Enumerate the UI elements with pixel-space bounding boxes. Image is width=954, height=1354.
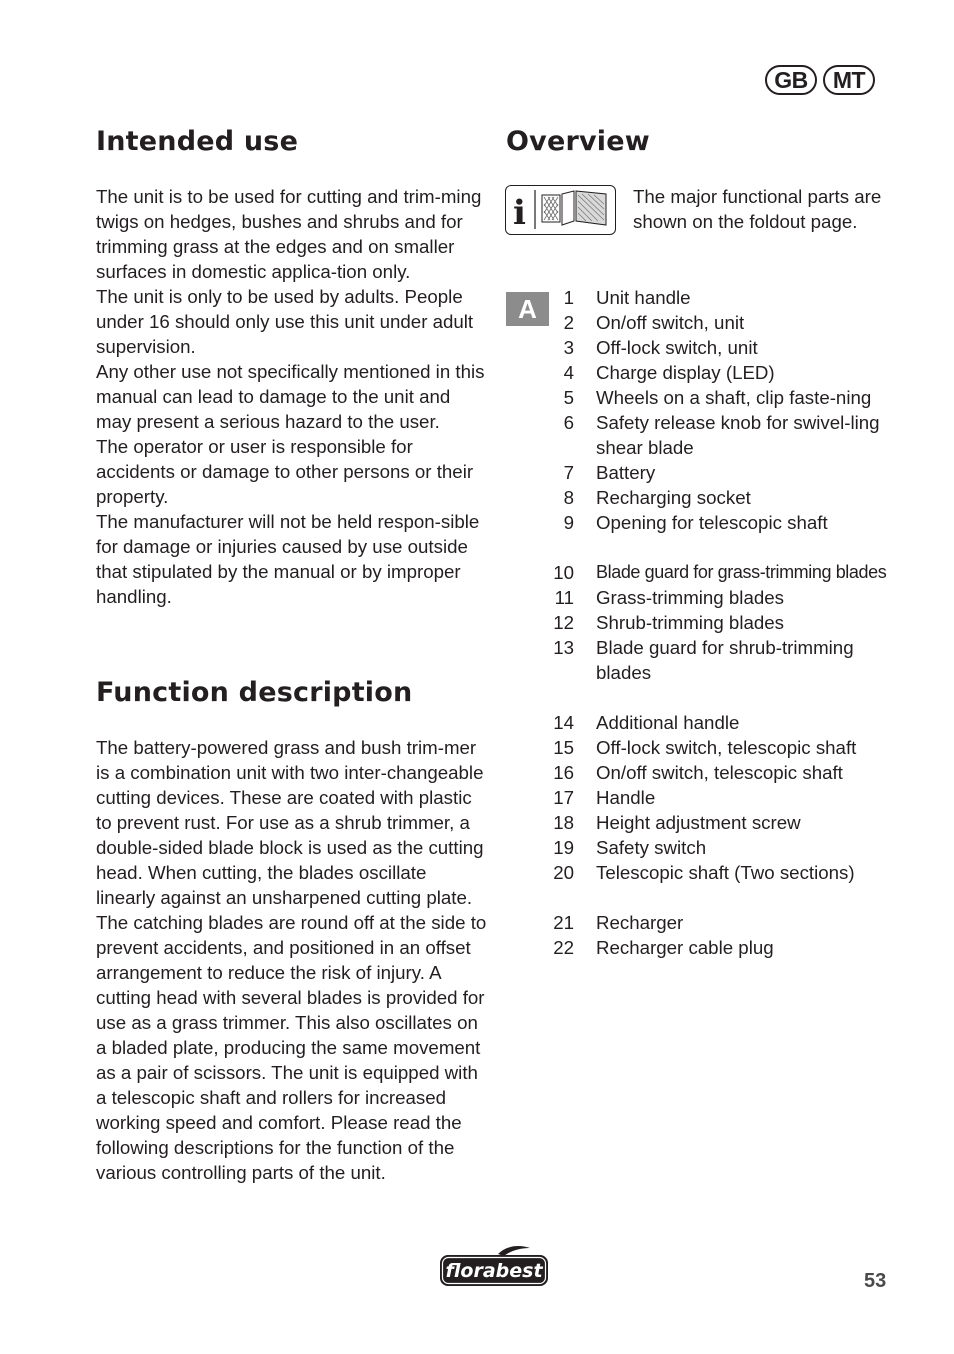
part-label: Off-lock switch, telescopic shaft [596, 737, 857, 758]
part-label: Shrub-trimming blades [596, 612, 784, 633]
part-number: 6 [563, 412, 574, 433]
part-number: 17 [553, 787, 574, 808]
list-item [540, 735, 900, 760]
part-number: 14 [553, 712, 574, 733]
part-number: 11 [554, 587, 574, 608]
list-item [540, 560, 900, 585]
part-label: Charge display (LED) [596, 362, 775, 383]
list-item [540, 585, 900, 610]
part-label: On/off switch, unit [596, 312, 745, 333]
part-label: Recharger [596, 912, 684, 933]
info-book-icon [506, 186, 614, 233]
intended-use-paragraph: The operator or user is responsible for accidents or damage to other persons or their property. [96, 436, 474, 507]
list-item [540, 310, 900, 335]
function-description-paragraph: The battery-powered grass and bush trim-mer is a combination unit with two inter-changeable cutting devices. These are coated with plastic to prevent rust. For use as a shrub trimmer, a double-sided blade block is used as the cutting head. When cutting, the blades oscillate linearly against an unsharpened cutting plate. The catching blades are round off at the side to prevent accidents, and positioned in an offset arrangement to reduce the risk of injury. A cutting head with several blades is provided for use as a grass trimmer. This also oscillates on a bladed plate, producing the same movement as a pair of scissors. The unit is equipped with a telescopic shaft and rollers for increased working speed and comfort. Please read the following descriptions for the function of the various controlling parts of the unit. [96, 737, 487, 1183]
part-number: 13 [553, 637, 574, 658]
list-item [540, 835, 900, 860]
function-description-heading: Function description [96, 677, 413, 708]
intended-use-paragraph: The unit is to be used for cutting and trim-ming twigs on hedges, bushes and shrubs and for trimming grass at the edges and on smaller surfaces in domestic applica-tion only. [96, 186, 482, 282]
part-number: 18 [553, 812, 574, 833]
list-item [540, 385, 900, 410]
part-number: 22 [553, 937, 574, 958]
list-item [540, 510, 900, 535]
list-item [540, 610, 900, 635]
language-badge-mt: MT [823, 65, 875, 95]
part-number: 20 [553, 862, 574, 883]
part-number: 2 [563, 312, 574, 333]
list-item [540, 285, 900, 310]
part-label: Battery [596, 462, 656, 483]
part-number: 7 [563, 462, 574, 483]
part-number: 3 [563, 337, 574, 358]
part-label: Recharger cable plug [596, 937, 774, 958]
florabest-logo-graphic [438, 1244, 552, 1290]
page-number: 53 [864, 1270, 887, 1292]
intended-use-paragraph: The manufacturer will not be held respon-sible for damage or injuries caused by use outside that stipulated by the manual or by improper handling. [96, 511, 480, 607]
svg-text:i: i [513, 193, 526, 233]
foldout-figure-label: A [506, 292, 549, 326]
part-label: Off-lock switch, unit [596, 337, 758, 358]
language-badges [765, 65, 875, 95]
list-item [540, 810, 900, 835]
florabest-logo [438, 1244, 552, 1290]
overview-heading: Overview [506, 126, 650, 157]
list-item [540, 910, 900, 935]
part-number: 19 [553, 837, 574, 858]
list-item [540, 485, 900, 510]
list-item [540, 335, 900, 360]
intended-use-heading: Intended use [96, 126, 299, 157]
language-badge-gb: GB [765, 65, 817, 95]
list-item [540, 935, 900, 960]
list-item [540, 760, 900, 785]
part-number: 8 [563, 487, 574, 508]
part-number: 1 [563, 287, 574, 308]
parts-list [540, 285, 900, 960]
list-item [540, 710, 900, 735]
part-number: 5 [563, 387, 574, 408]
part-number: 10 [553, 562, 574, 583]
overview-intro-text: The major functional parts are shown on the foldout page. [633, 186, 882, 232]
info-foldout-icon [505, 185, 616, 235]
list-item [540, 635, 900, 685]
intended-use-paragraph: Any other use not specifically mentioned in this manual can lead to damage to the unit and may present a serious hazard to the user. [96, 361, 485, 432]
part-number: 12 [553, 612, 574, 633]
intended-use-text [96, 184, 488, 609]
part-label: Grass-trimming blades [596, 587, 784, 608]
part-number: 16 [553, 762, 574, 783]
function-description-text [96, 735, 488, 1185]
part-label: Safety release knob for swivel-ling shear blade [596, 412, 880, 458]
list-item [540, 460, 900, 485]
list-item [540, 860, 900, 885]
part-number: 15 [553, 737, 574, 758]
part-number: 21 [553, 912, 574, 933]
part-label: Height adjustment screw [596, 812, 801, 833]
list-item [540, 360, 900, 385]
part-label: Wheels on a shaft, clip faste-ning [596, 387, 872, 408]
part-label: Telescopic shaft (Two sections) [596, 862, 855, 883]
part-label: Additional handle [596, 712, 740, 733]
part-label: Blade guard for shrub-trimming blades [596, 637, 854, 683]
part-number: 4 [563, 362, 574, 383]
part-label: On/off switch, telescopic shaft [596, 762, 843, 783]
part-label: Handle [596, 787, 656, 808]
part-number: 9 [563, 512, 574, 533]
part-label: Recharging socket [596, 487, 751, 508]
part-label: Safety switch [596, 837, 707, 858]
part-label: Blade guard for grass-trimming blades [596, 562, 887, 582]
intended-use-paragraph: The unit is only to be used by adults. People under 16 should only use this unit under adult supervision. [96, 286, 474, 357]
list-item [540, 785, 900, 810]
brand-name: florabest [445, 1260, 543, 1282]
part-label: Opening for telescopic shaft [596, 512, 828, 533]
list-item [540, 410, 900, 460]
part-label: Unit handle [596, 287, 691, 308]
